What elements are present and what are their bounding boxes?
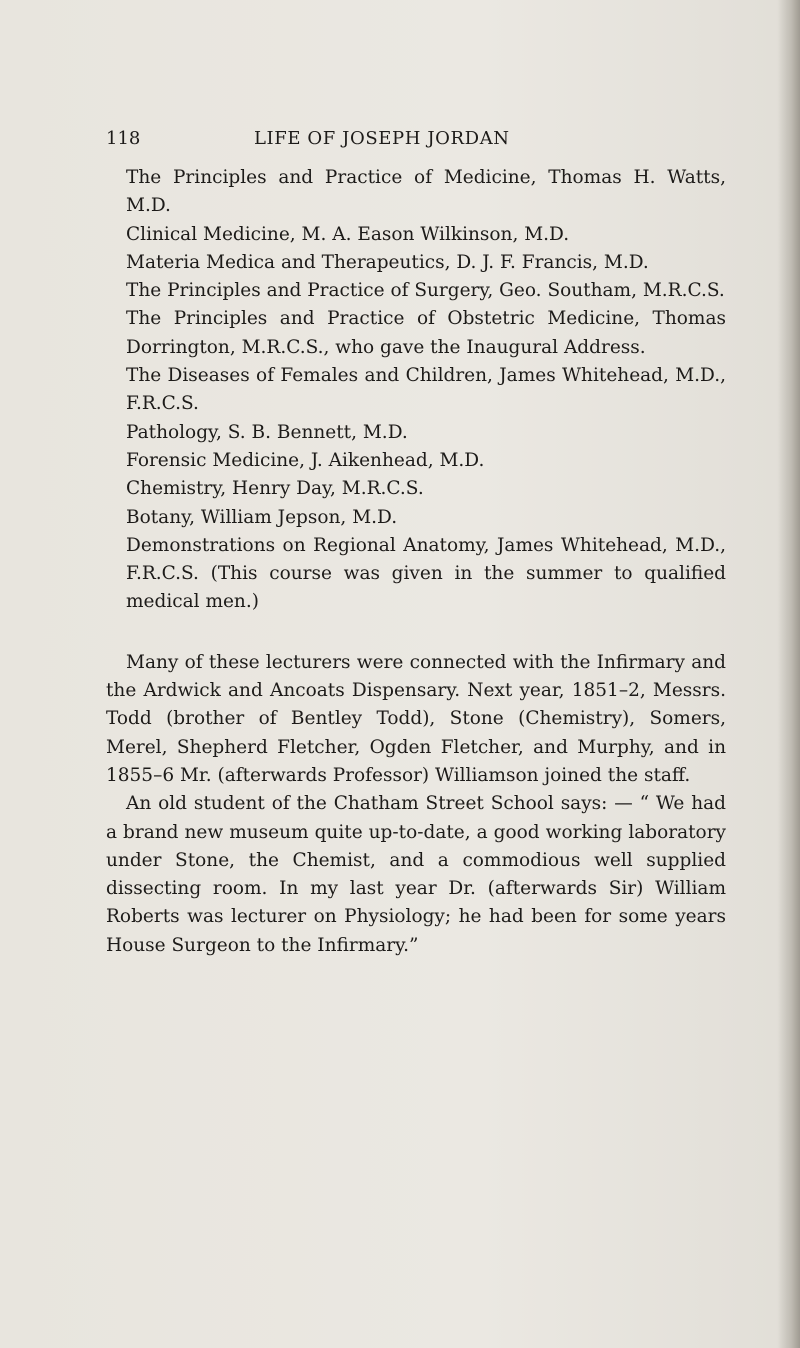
lecturer-entry [106,504,726,532]
section-gap [106,617,726,649]
lecturer-entry [106,305,726,362]
body-paragraph: An old student of the Chatham Street School says: — “ We had a brand new museum quite up-to-date, a good working laboratory under Stone, the Chemist, and a commodious well supplied dissecting room. In my last year Dr. (afterwards Sir) William Roberts was lecturer on Physiology; he had been for some years House Surgeon to the Infirmary.” [106,793,726,956]
page-header [106,128,696,154]
lecturer-entry [106,362,726,419]
lecturer-entry-text: Botany, William Jepson, M.D. [126,506,398,528]
running-title: LIFE OF JOSEPH JORDAN [254,128,510,149]
lecturer-entry-text: The Principles and Practice of Medicine, Thomas H. Watts, M.D. [126,167,726,217]
lecturer-entry [106,419,726,447]
lecturer-entry [106,249,726,277]
lecturer-entry [106,447,726,475]
lecturer-list [106,164,726,617]
lecturer-entry-text: Pathology, S. B. Bennett, M.D. [126,421,408,443]
lecturer-entry-text: Clinical Medicine, M. A. Eason Wilkinson, M.D. [126,223,570,245]
lecturer-entry [106,532,726,617]
lecturer-entry-text: Demonstrations on Regional Anatomy, James Whitehead, M.D., F.R.C.S. (This course was given in the summer to qualified medical men.) [126,534,726,613]
page-edge-shadow [778,0,800,1348]
lecturer-entry-text: The Principles and Practice of Obstetric Medicine, Thomas Dorrington, M.R.C.S., who gave the Inaugural Address. [126,308,726,358]
lecturer-entry-text: Materia Medica and Therapeutics, D. J. F. Francis, M.D. [126,251,649,273]
page-body [106,164,726,960]
lecturer-entry-text: Forensic Medicine, J. Aikenhead, M.D. [126,449,485,471]
body-paragraph: Many of these lecturers were connected with the Infirmary and the Ardwick and Ancoats Dispensary. Next year, 1851–2, Messrs. Todd (brother of Bentley Todd), Stone (Chemistry), Somers, Merel, Shepherd Fletcher, Ogden Fletcher, and Murphy, and in 1855–6 Mr. (afterwards Professor) Williamson joined the staff. [106,651,726,786]
lecturer-entry [106,164,726,221]
lecturer-entry-text: Chemistry, Henry Day, M.R.C.S. [126,478,424,500]
lecturer-entry [106,277,726,305]
lecturer-entry [106,221,726,249]
lecturer-entry [106,475,726,503]
page-number: 118 [106,128,141,149]
lecturer-entry-text: The Diseases of Females and Children, James Whitehead, M.D., F.R.C.S. [126,365,726,415]
lecturer-entry-text: The Principles and Practice of Surgery, Geo. Southam, M.R.C.S. [126,280,725,302]
